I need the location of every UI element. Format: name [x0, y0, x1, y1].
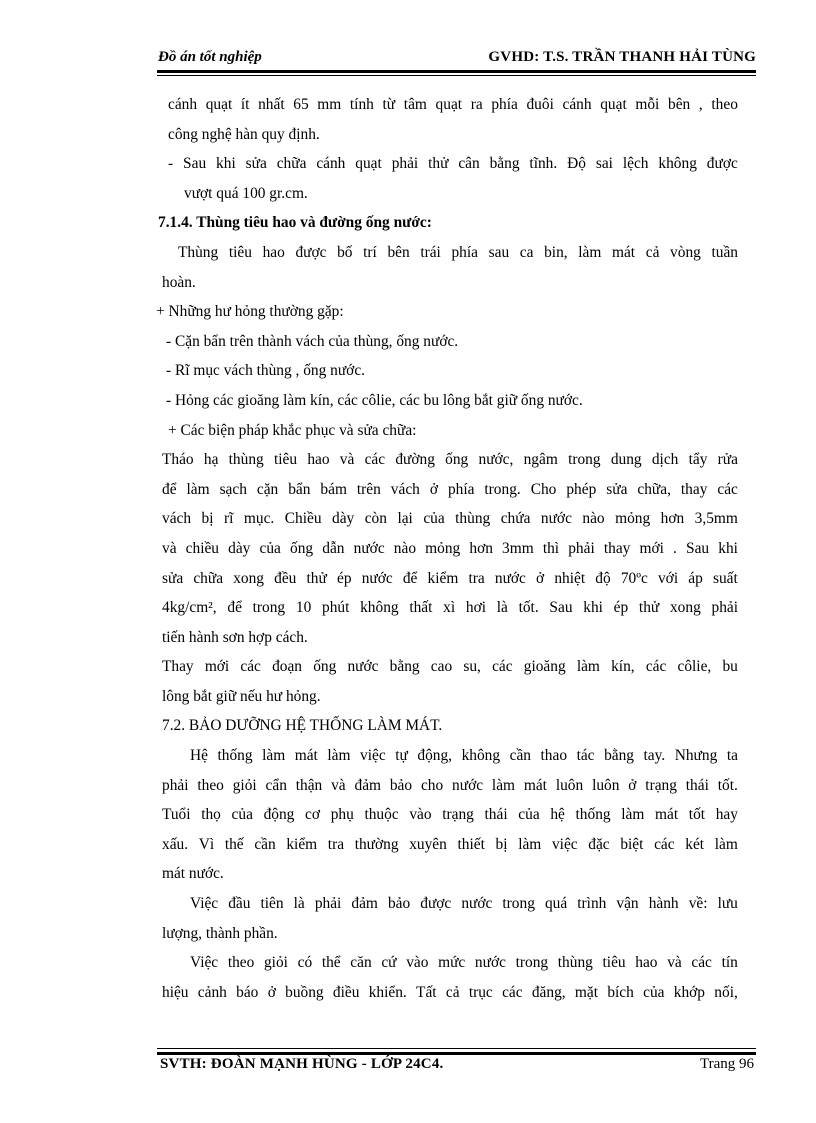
- text-line: mát nước.: [162, 865, 224, 883]
- text-line: phải theo giỏi cẩn thận và đảm bảo cho nước làm mát luôn luôn ở trạng thái tốt.: [162, 776, 738, 794]
- section-heading: 7.1.4. Thùng tiêu hao và đường ống nước:: [158, 214, 432, 232]
- text-line: Thay mới các đoạn ống nước bằng cao su, các gioăng làm kín, các côlie, bu: [162, 658, 738, 676]
- text-line: để làm sạch cặn bẩn bám trên vách ở phía trong. Cho phép sửa chữa, thay các: [162, 480, 738, 498]
- text-line: Việc đầu tiên là phải đảm bảo được nước trong quá trình vận hành về: lưu: [190, 895, 738, 913]
- text-line: xấu. Vì thế cần kiểm tra thường xuyên thiết bị làm việc đặc biệt các két làm: [162, 835, 738, 853]
- text-line: hoàn.: [162, 273, 196, 291]
- page-number: Trang 96: [699, 1056, 754, 1072]
- text-line: Việc theo giỏi có thể căn cứ vào mức nước trong thùng tiêu hao và các tín: [190, 954, 738, 972]
- text-line: + Những hư hỏng thường gặp:: [156, 303, 344, 321]
- body-text: [156, 90, 738, 1007]
- text-line: - Sau khi sửa chữa cánh quạt phải thử cân bằng tĩnh. Độ sai lệch không được: [168, 155, 738, 173]
- section-heading: 7.2. BẢO DƯỠNG HỆ THỐNG LÀM MÁT.: [162, 717, 443, 735]
- page-footer: [160, 1056, 754, 1078]
- text-line: lượng, thành phần.: [162, 924, 278, 942]
- text-line: lông bắt giữ nếu hư hỏng.: [162, 687, 321, 705]
- text-line: và chiều dày của ống dẫn nước nào mỏng hơn 3mm thì phải thay mới . Sau khi: [162, 539, 738, 557]
- header-title: Đồ án tốt nghiệp: [158, 49, 262, 65]
- text-line: Tuổi thọ của động cơ phụ thuộc vào trạng thái của hệ thống làm mát tốt hay: [162, 806, 738, 824]
- header-rule-thin: [157, 75, 756, 76]
- text-line: hiệu cảnh báo ở buồng điều khiển. Tất cả trục các đăng, mặt bích của khớp nối,: [162, 983, 738, 1001]
- header-rule-thick: [157, 70, 756, 73]
- text-line: tiến hành sơn hợp cách.: [162, 628, 308, 646]
- text-line: sửa chữa xong đều thử ép nước để kiểm tra nước ở nhiệt độ 70ºc với áp suất: [162, 569, 738, 587]
- footer-rule-thick: [157, 1052, 756, 1055]
- text-line: Hệ thống làm mát làm việc tự động, không cần thao tác bằng tay. Nhưng ta: [190, 747, 738, 765]
- text-line: vượt quá 100 gr.cm.: [184, 184, 308, 202]
- footer-rule-thin: [157, 1048, 756, 1049]
- list-item: - Hỏng các gioăng làm kín, các côlie, các bu lông bắt giữ ống nước.: [166, 391, 583, 409]
- header-advisor: GVHD: T.S. TRẦN THANH HẢI TÙNG: [488, 49, 756, 65]
- text-line: vách bị rĩ mục. Chiều dày còn lại của thùng chứa nước nào mỏng hơn 3,5mm: [162, 510, 738, 528]
- list-item: - Rĩ mục vách thùng , ống nước.: [166, 362, 365, 380]
- list-item: - Cặn bẩn trên thành vách của thùng, ống nước.: [166, 332, 459, 350]
- footer-author: SVTH: ĐOÀN MẠNH HÙNG - LỚP 24C4.: [160, 1056, 444, 1072]
- text-line: Tháo hạ thùng tiêu hao và các đường ống nước, ngâm trong dung dịch tẩy rửa: [162, 451, 738, 469]
- text-line: cánh quạt ít nhất 65 mm tính từ tâm quạt ra phía đuôi cánh quạt mỗi bên , theo: [168, 96, 738, 113]
- text-line: công nghệ hàn quy định.: [168, 125, 320, 143]
- page-header: [158, 47, 756, 69]
- text-line: Thùng tiêu hao được bố trí bên trái phía sau ca bin, làm mát cả vòng tuần: [178, 243, 738, 261]
- text-line: + Các biện pháp khắc phục và sửa chữa:: [168, 421, 417, 439]
- text-line: 4kg/cm², để trong 10 phút không thất xì hơi là tốt. Sau khi ép thử xong phải: [162, 599, 738, 617]
